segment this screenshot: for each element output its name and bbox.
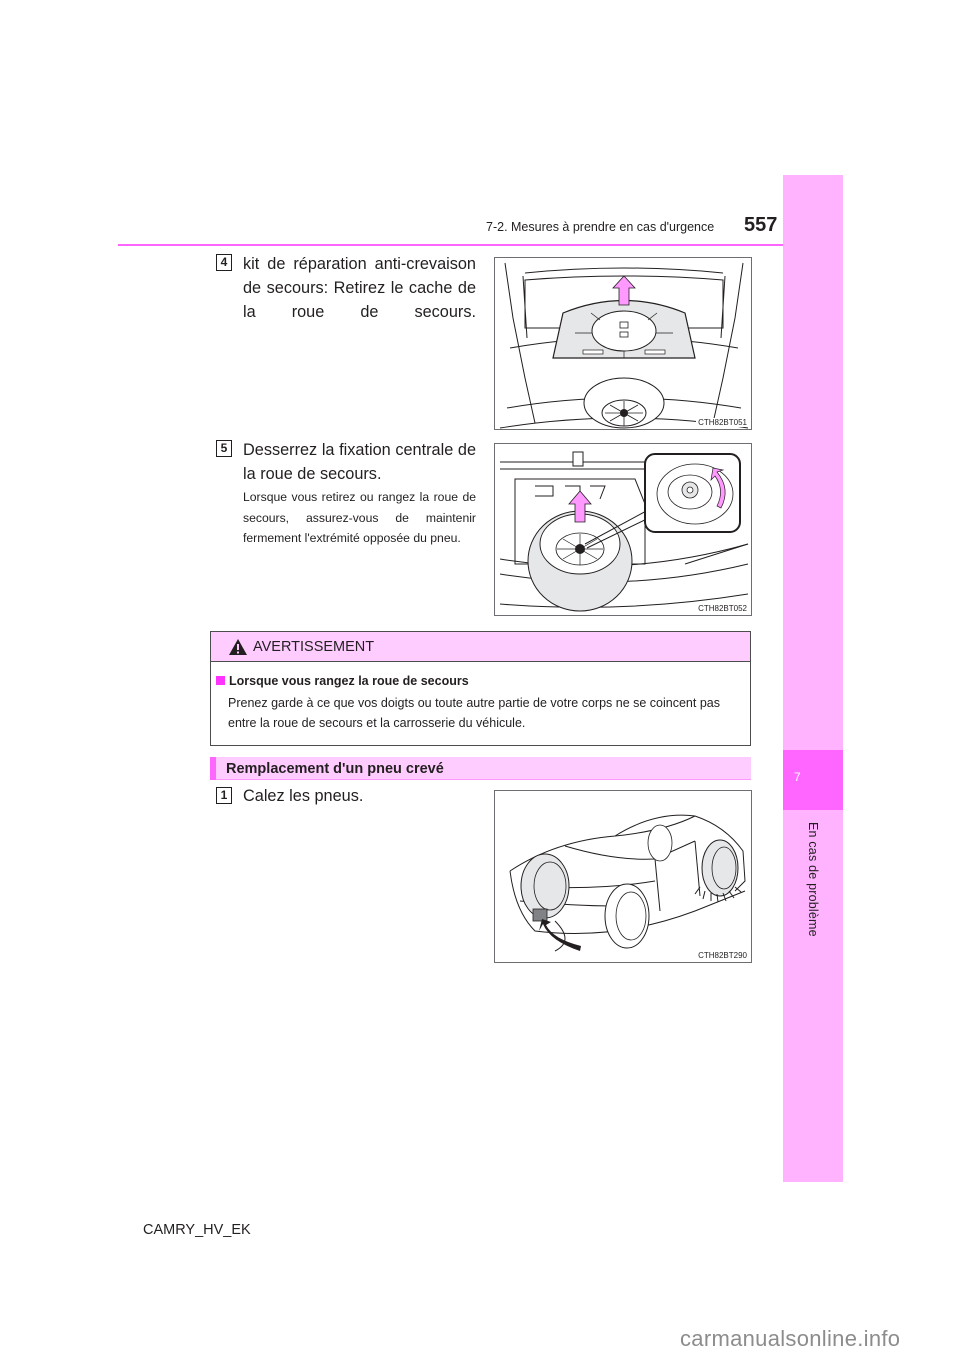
warning-subheading bbox=[216, 674, 469, 688]
section-title: Remplacement d'un pneu crevé bbox=[226, 761, 444, 777]
figure-code: CTH82BT290 bbox=[698, 951, 747, 960]
chapter-side-tab bbox=[783, 175, 843, 1182]
step-number-1: 1 bbox=[216, 787, 232, 804]
step-5-note: Lorsque vous retirez ou rangez la roue de secours, assurez-vous de maintenir fermement l'extrémité opposée du pneu. bbox=[243, 490, 476, 545]
warning-subheading-text: Lorsque vous rangez la roue de secours bbox=[229, 674, 469, 688]
model-code: CAMRY_HV_EK bbox=[143, 1222, 251, 1238]
step-1-text: Calez les pneus. bbox=[243, 787, 364, 805]
warning-body: Prenez garde à ce que vos doigts ou toute autre partie de votre corps ne se coincent pas entre la roue de secours et la carrosserie du véhicule. bbox=[228, 696, 720, 730]
figure-code: CTH82BT052 bbox=[698, 604, 747, 613]
step-5-text: Desserrez la fixation centrale de la roue de secours. bbox=[243, 441, 476, 483]
car-chocked-illustration bbox=[495, 791, 752, 963]
step-4-text: kit de réparation anti-crevaison de secours: Retirez le cache de la roue de secours. bbox=[243, 255, 476, 321]
page-number: 557 bbox=[744, 214, 778, 236]
chapter-number-tab bbox=[783, 750, 843, 810]
watermark: carmanualsonline.info bbox=[680, 1326, 901, 1351]
trunk-cover-illustration bbox=[495, 258, 752, 430]
figure-chock-tires bbox=[494, 790, 752, 963]
figure-code: CTH82BT051 bbox=[698, 418, 747, 427]
running-header-section: 7-2. Mesures à prendre en cas d'urgence bbox=[486, 220, 715, 234]
spare-wheel-illustration bbox=[495, 444, 752, 616]
header-divider bbox=[118, 244, 843, 246]
warning-title: AVERTISSEMENT bbox=[253, 639, 375, 655]
step-number-5: 5 bbox=[216, 440, 232, 457]
step-number-4: 4 bbox=[216, 254, 232, 271]
figure-loosen-spare-wheel bbox=[494, 443, 752, 616]
section-heading bbox=[210, 757, 751, 780]
magenta-square-bullet-icon bbox=[216, 676, 225, 685]
warning-box bbox=[210, 631, 751, 746]
warning-header bbox=[211, 632, 750, 662]
chapter-number: 7 bbox=[794, 770, 801, 784]
section-heading-accent bbox=[210, 757, 216, 780]
warning-triangle-icon bbox=[228, 638, 248, 656]
figure-spare-wheel-cover bbox=[494, 257, 752, 430]
chapter-label: En cas de problème bbox=[806, 822, 820, 937]
